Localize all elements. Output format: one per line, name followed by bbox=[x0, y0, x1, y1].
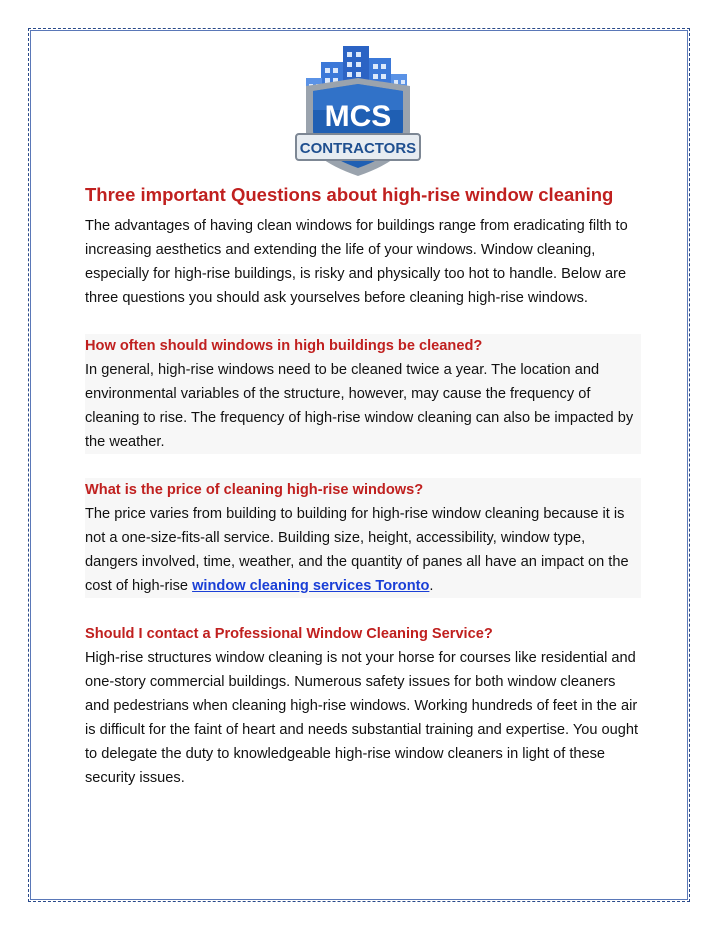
section-heading: How often should windows in high buildings be cleaned? bbox=[85, 338, 483, 354]
section-heading: Should I contact a Professional Window Cleaning Service? bbox=[85, 626, 493, 642]
section-professional bbox=[85, 622, 641, 790]
logo-mcs-text: MCS bbox=[324, 100, 392, 133]
article-title: Three important Questions about high-rise window cleaning bbox=[85, 184, 614, 205]
window-cleaning-link[interactable]: window cleaning services Toronto bbox=[192, 578, 430, 594]
logo-contractors-text: CONTRACTORS bbox=[299, 140, 417, 157]
section-body-end: . bbox=[429, 578, 434, 594]
section-gap bbox=[85, 310, 641, 334]
intro-paragraph: The advantages of having clean windows for buildings range from eradicating filth to increasing aesthetics and extending the life of your windows. Window cleaning, especially for high-rise buildings, is risky and physically too hot to handle. Below are three questions you should ask yourselves before cleaning high-rise windows. bbox=[85, 218, 628, 306]
section-body: High-rise structures window cleaning is not your horse for courses like residential and one-story commercial buildings. Numerous safety issues for both window cleaners and pedestrians when cleaning high-rise windows. Working hundreds of feet in the air is difficult for the faint of heart and needs substantial training and expertise. You ought to delegate the duty to knowledgeable high-rise window cleaners in light of these security issues. bbox=[85, 650, 639, 786]
section-body-text: The price varies from building to building for high-rise window cleaning because it is not a one-size-fits-all service. Building size, height, accessibility, window type, dangers involved, time, weather, and the quantity of panes all have an impact on the cost of high-rise bbox=[85, 506, 629, 594]
section-heading: What is the price of cleaning high-rise windows? bbox=[85, 482, 424, 498]
section-body bbox=[85, 502, 641, 598]
mcs-contractors-logo bbox=[288, 40, 428, 180]
section-body: In general, high-rise windows need to be cleaned twice a year. The location and environmental variables of the structure, however, may cause the frequency of cleaning to rise. The frequency of high-rise window cleaning can also be impacted by the weather. bbox=[85, 362, 634, 450]
section-gap bbox=[85, 598, 641, 622]
section-gap bbox=[85, 454, 641, 478]
section-price bbox=[85, 478, 641, 598]
section-frequency bbox=[85, 334, 641, 454]
article bbox=[85, 182, 641, 790]
